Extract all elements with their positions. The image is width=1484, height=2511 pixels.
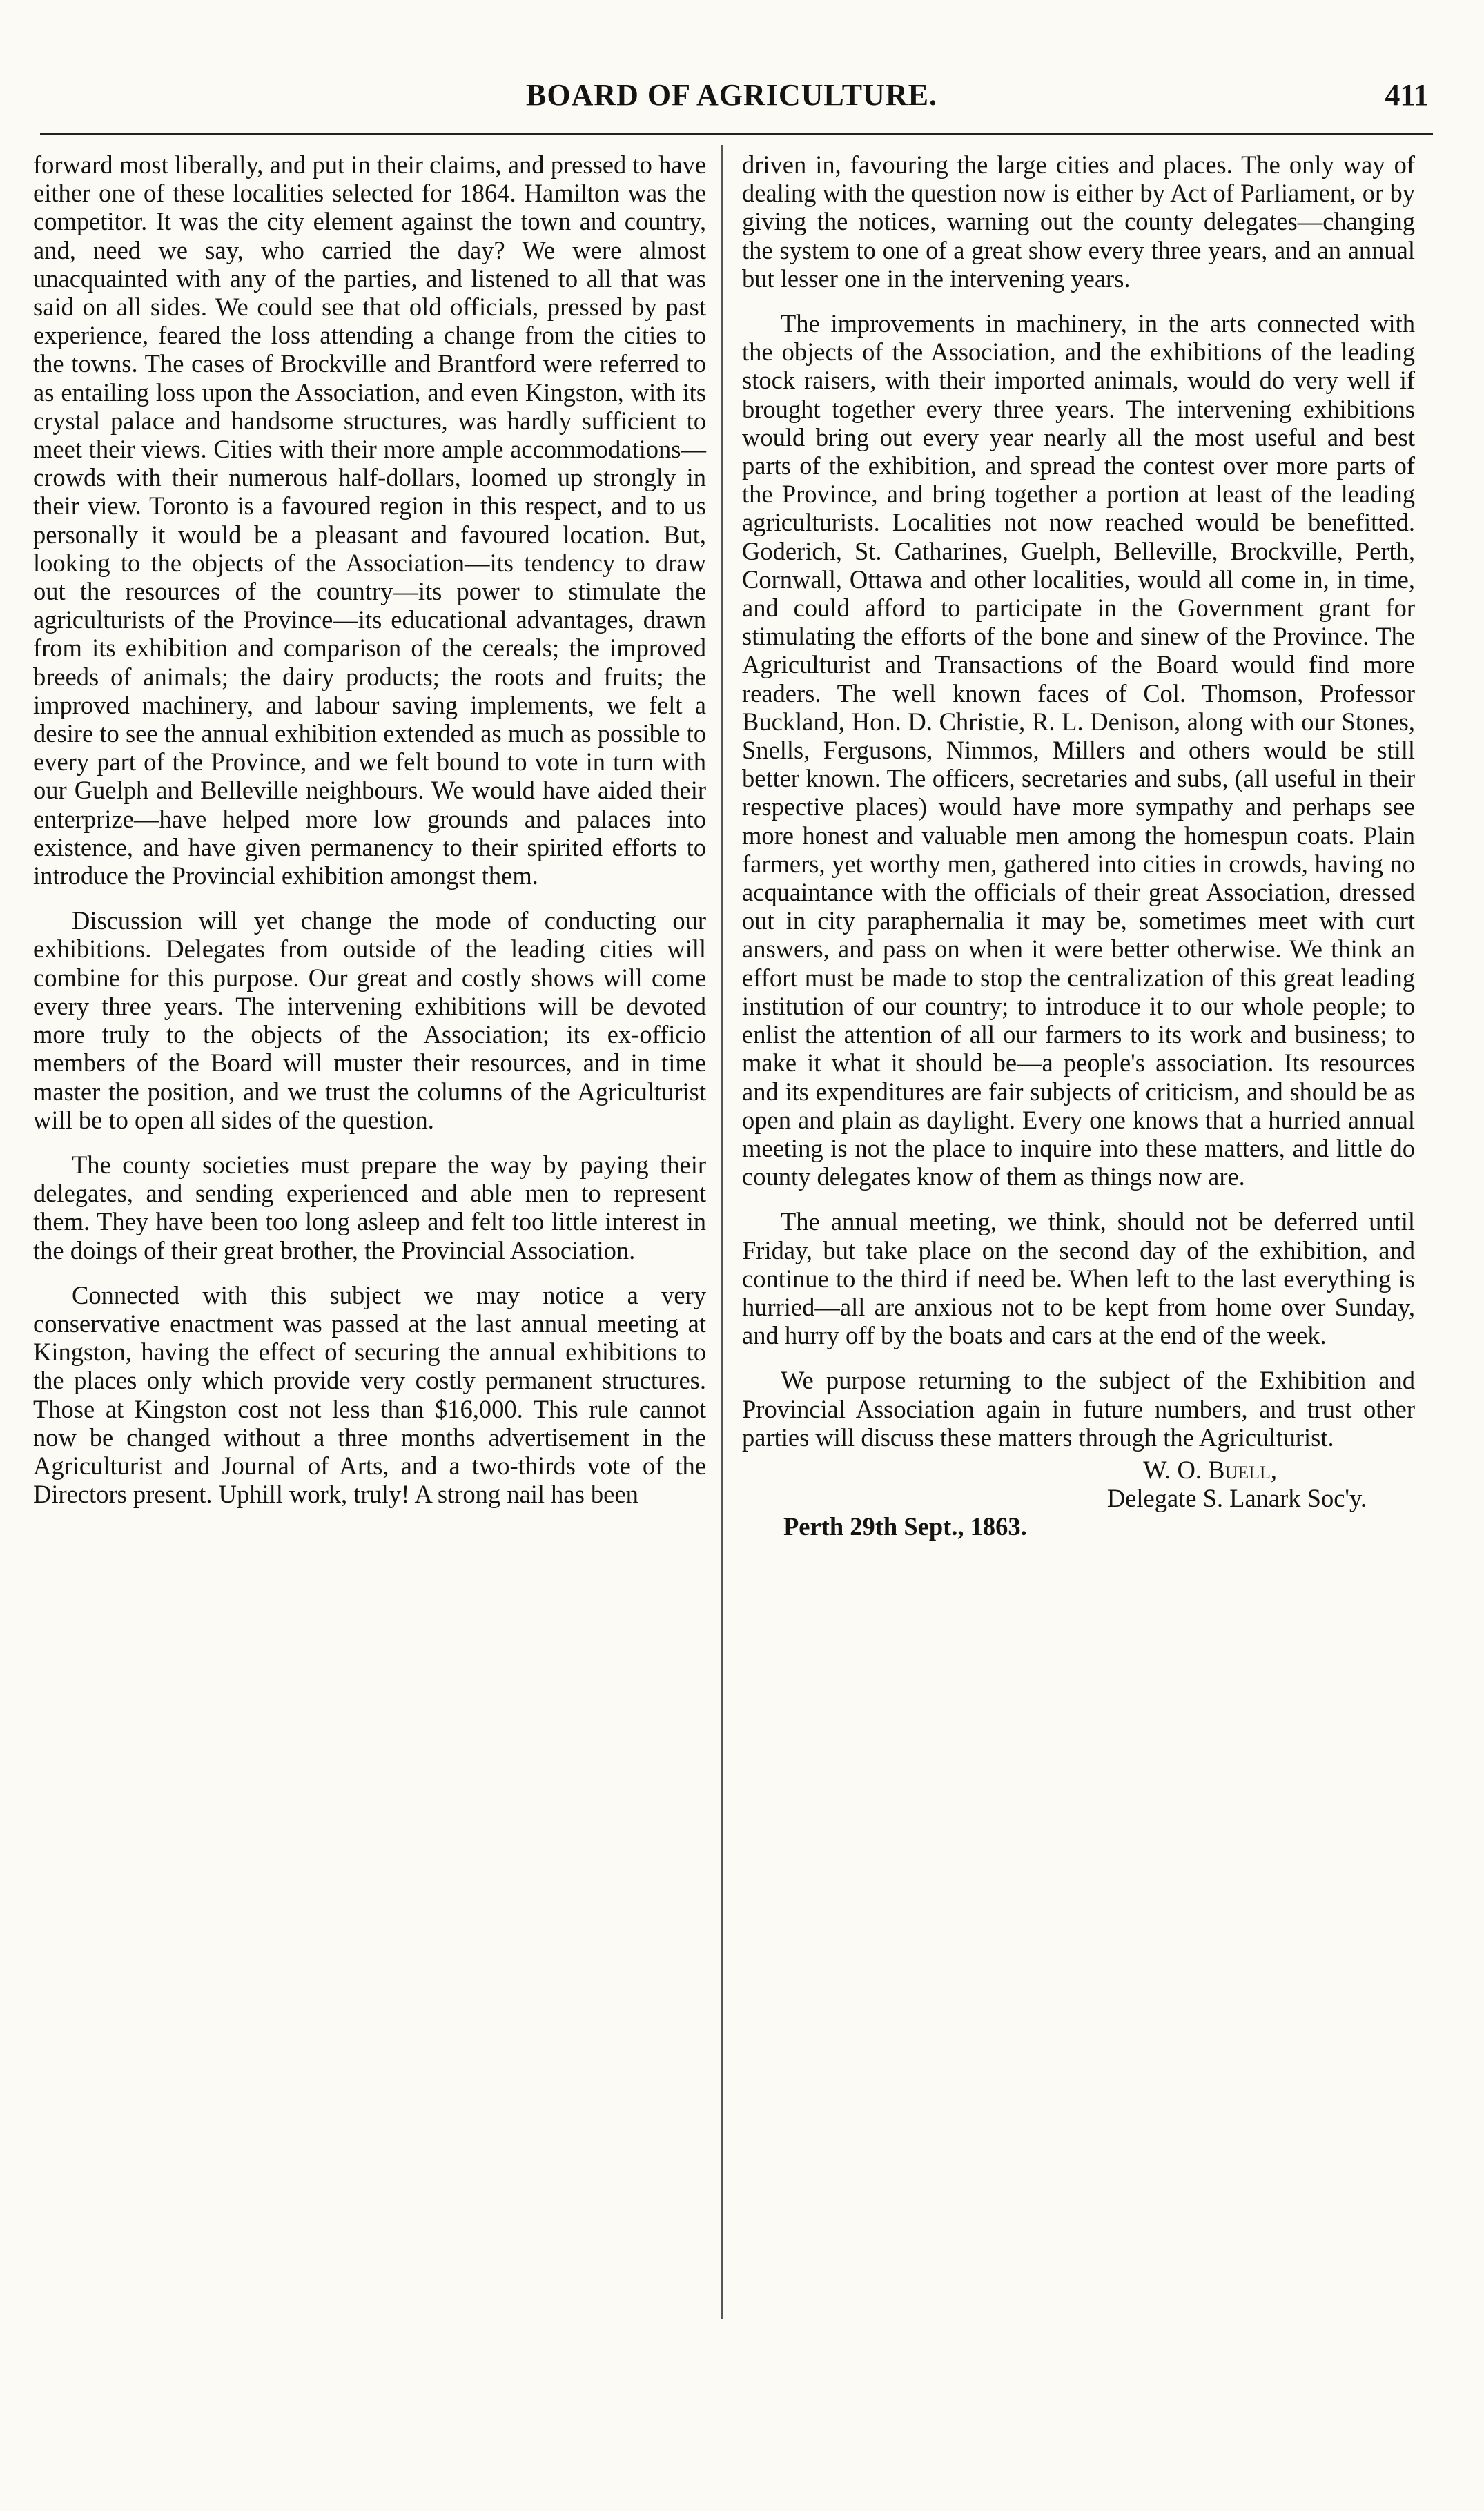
page-header <box>0 77 1484 126</box>
right-column <box>742 150 1415 1541</box>
header-rule <box>40 133 1433 137</box>
paragraph: driven in, favouring the large cities and places. The only way of dealing with the question now is either by Act of Parliament, or by giving the notices, warning out the county delegates—changing the system to one of a great show every three years, and an annual but lesser one in the intervening years. <box>742 150 1415 293</box>
paragraph: forward most liberally, and put in their claims, and pressed to have either one of these localities selected for 1864. Hamilton was the competitor. It was the city element against the town and country, and, need we say, who carried the day? We were almost unacquainted with any of the parties, and listened to all that was said on all sides. We could see that old officials, pressed by past experience, feared the loss attending a change from the cities to the towns. The cases of Brockville and Brantford were referred to as entailing loss upon the Association, and even Kingston, with its crystal palace and handsome structures, was hardly sufficient to meet their views. Cities with their more ample accommodations—crowds with their numerous half-dollars, loomed up strongly in their view. Toronto is a favoured region in this respect, and to us personally it would be a pleasant and favoured location. But, looking to the objects of the Association—its tendency to draw out the resources of the country—its power to stimulate the agriculturists of the Province—its educational advantages, drawn from its exhibition and comparison of the cereals; the improved breeds of animals; the dairy products; the roots and fruits; the improved machinery, and labour saving implements, we felt a desire to see the annual exhibition extended as much as possible to every part of the Province, and we felt bound to vote in turn with our Guelph and Belleville neighbours. We would have aided their enterprize—have helped more low grounds and palaces into existence, and have given permanency to their spirited efforts to introduce the Provincial exhibition amongst them. <box>33 150 706 890</box>
running-title: BOARD OF AGRICULTURE. <box>526 78 937 112</box>
column-divider <box>721 145 723 2319</box>
page-number: 411 <box>1385 78 1429 112</box>
paragraph: We purpose returning to the subject of the Exhibition and Provincial Association again in future numbers, and trust other parties will discuss these matters through the Agriculturist. <box>742 1366 1415 1452</box>
signature-name: W. O. Buell, <box>1143 1455 1277 1484</box>
signature-role: Delegate S. Lanark Soc'y. <box>1106 1484 1367 1513</box>
paragraph: The improvements in machinery, in the arts connected with the objects of the Association, and the exhibitions of the leading stock raisers, with their imported animals, would do very well if brought together every three years. The intervening exhibitions would bring out every year nearly all the most useful and best parts of the exhibition, and spread the contest over more parts of the Province, and bring together a portion at least of the leading agriculturists. Localities not now reached would be benefitted. Goderich, St. Catharines, Guelph, Belleville, Brockville, Perth, Cornwall, Ottawa and other localities, would all come in, in time, and could afford to participate in the Government grant for stimulating the efforts of the bone and sinew of the Province. The Agriculturist and Transactions of the Board would find more readers. The well known faces of Col. Thomson, Professor Buckland, Hon. D. Christie, R. L. Denison, along with our Stones, Snells, Fergusons, Nimmos, Millers and others would be still better known. The officers, secretaries and subs, (all useful in their respective places) would have more sympathy and perhaps see more honest and valuable men among the homespun coats. Plain farmers, yet worthy men, gathered into cities in crowds, having no acquaintance with the officials of their great Association, dressed out in city paraphernalia it may be, sometimes meet with curt answers, and pass on when it were better otherwise. We think an effort must be made to stop the centralization of this great leading institution of our country; to introduce it to our whole people; to enlist the attention of all our farmers to its work and business; to make it what it should be—a people's association. Its resources and its expenditures are fair subjects of criticism, and should be as open and plain as daylight. Every one knows that a hurried annual meeting is not the place to inquire into these matters, and little do county delegates know of them as things now are. <box>742 309 1415 1191</box>
dateline: Perth 29th Sept., 1863. <box>783 1512 1027 1541</box>
paragraph: Discussion will yet change the mode of conducting our exhibitions. Delegates from outside of the leading cities will combine for this purpose. Our great and costly shows will come every three years. The intervening exhibitions will be devoted more truly to the objects of the Association; its ex-officio members of the Board will muster their resources, and in time master the position, and we trust the columns of the Agriculturist will be to open all sides of the question. <box>33 906 706 1134</box>
paragraph: Connected with this subject we may notice a very conservative enactment was passed at the last annual meeting at Kingston, having the effect of securing the annual exhibitions to the places only which provide very costly permanent structures. Those at Kingston cost not less than $16,000. This rule cannot now be changed without a three months advertisement in the Agriculturist and Journal of Arts, and a two-thirds vote of the Directors present. Uphill work, truly! A strong nail has been <box>33 1280 706 1509</box>
paragraph: The annual meeting, we think, should not be deferred until Friday, but take place on the second day of the exhibition, and continue to the third if need be. When left to the last everything is hurried—all are anxious not to be kept from home over Sunday, and hurry off by the boats and cars at the end of the week. <box>742 1207 1415 1350</box>
left-column <box>33 150 706 1508</box>
signature-block <box>742 1456 1415 1541</box>
paragraph: The county societies must prepare the way by paying their delegates, and sending experienced and able men to represent them. They have been too long asleep and felt too little interest in the doings of their great brother, the Provincial Association. <box>33 1150 706 1264</box>
